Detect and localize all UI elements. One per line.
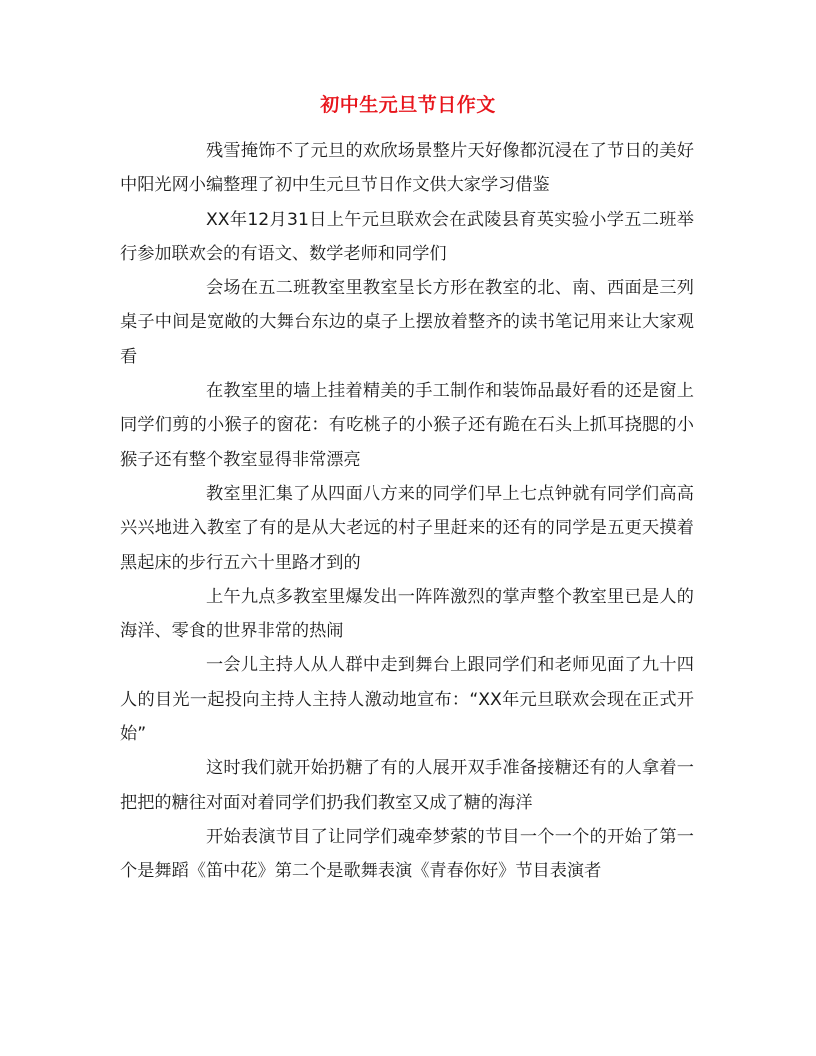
paragraph-9: 开始表演节目了让同学们魂牵梦萦的节目一个一个的开始了第一个是舞蹈《笛中花》第二个是歌舞表演《青春你好》节目表演者 (120, 826, 694, 882)
paragraph-8: 这时我们就开始扔糖了有的人展开双手准备接糖还有的人拿着一把把的糖往对面对着同学们扔我们教室又成了糖的海洋 (120, 758, 694, 813)
paragraph-6: 上午九点多教室里爆发出一阵阵激烈的掌声整个教室里已是人的海洋、零食的世界非常的热闹 (120, 586, 694, 642)
paragraph-7: 一会儿主持人从人群中走到舞台上跟同学们和老师见面了九十四人的目光一起投向主持人主持人激动地宣布：“XX年元旦联欢会现在正式开始” (120, 655, 694, 745)
paragraph-2: XX年12月31日上午元旦联欢会在武陵县育英实验小学五二班举行参加联欢会的有语文、数学老师和同学们 (120, 209, 694, 264)
paragraph-1: 残雪掩饰不了元旦的欢欣场景整片天好像都沉浸在了节日的美好中阳光网小编整理了初中生元旦节日作文供大家学习借鉴 (120, 141, 694, 196)
paragraph-4: 在教室里的墙上挂着精美的手工制作和装饰品最好看的还是窗上同学们剪的小猴子的窗花：有吃桃子的小猴子还有跪在石头上抓耳挠腮的小猴子还有整个教室显得非常漂亮 (120, 381, 694, 470)
document-title: 初中生元旦节日作文 (320, 94, 496, 116)
paragraph-3: 会场在五二班教室里教室呈长方形在教室的北、南、西面是三列桌子中间是宽敞的大舞台东边的桌子上摆放着整齐的读书笔记用来让大家观看 (120, 278, 694, 367)
document-body (120, 134, 694, 889)
paragraph-5: 教室里汇集了从四面八方来的同学们早上七点钟就有同学们高高兴兴地进入教室了有的是从大老远的村子里赶来的还有的同学是五更天摸着黑起床的步行五六十里路才到的 (120, 483, 694, 573)
